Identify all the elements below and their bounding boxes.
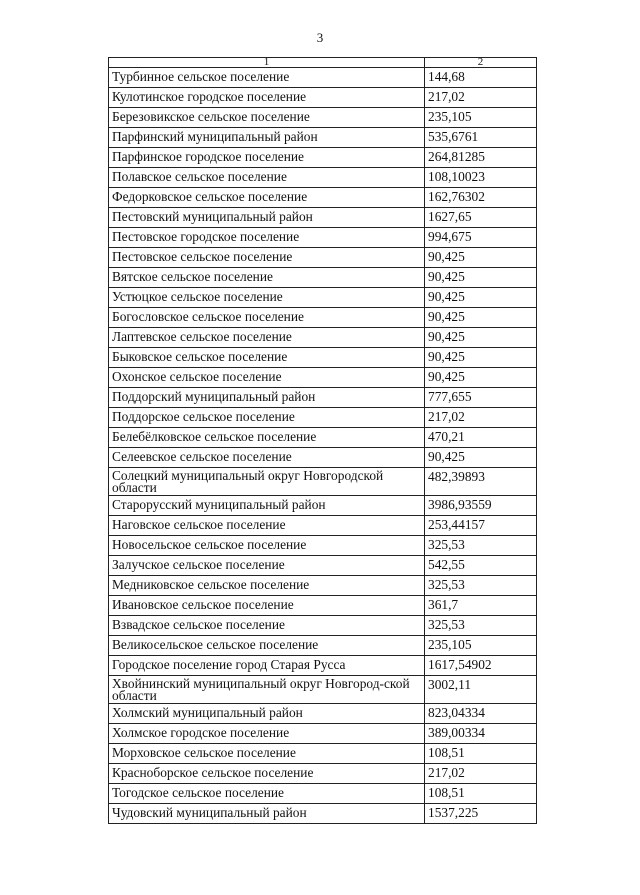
table-row: [109, 428, 537, 448]
value-cell: 3002,11: [425, 676, 537, 704]
table-row: [109, 268, 537, 288]
value-cell: 162,76302: [425, 188, 537, 208]
table-row: [109, 784, 537, 804]
settlement-name-cell: Устюцкое сельское поселение: [109, 288, 425, 308]
table-row: [109, 68, 537, 88]
table-row: [109, 328, 537, 348]
table-row: [109, 228, 537, 248]
table-row: [109, 408, 537, 428]
settlement-name-cell: Холмский муниципальный район: [109, 704, 425, 724]
value-cell: 325,53: [425, 616, 537, 636]
table-row: [109, 704, 537, 724]
value-cell: 108,51: [425, 784, 537, 804]
value-cell: 90,425: [425, 368, 537, 388]
table-row: [109, 308, 537, 328]
settlement-name-cell: Городское поселение город Старая Русса: [109, 656, 425, 676]
settlement-name-cell: Поддорское сельское поселение: [109, 408, 425, 428]
column-header: 2: [425, 58, 537, 68]
table-row: [109, 348, 537, 368]
value-cell: 217,02: [425, 88, 537, 108]
value-cell: 264,81285: [425, 148, 537, 168]
table-row: [109, 536, 537, 556]
table-body: [109, 68, 537, 824]
value-cell: 217,02: [425, 408, 537, 428]
table-row: [109, 188, 537, 208]
settlement-name-cell: Турбинное сельское поселение: [109, 68, 425, 88]
settlement-name-cell: Медниковское сельское поселение: [109, 576, 425, 596]
settlement-name-cell: Хвойнинский муниципальный округ Новгород-ской области: [109, 676, 425, 704]
settlement-name-cell: Взвадское сельское поселение: [109, 616, 425, 636]
settlement-name-cell: Красноборское сельское поселение: [109, 764, 425, 784]
settlement-name-cell: Парфинский муниципальный район: [109, 128, 425, 148]
table-row: [109, 656, 537, 676]
table-row: [109, 208, 537, 228]
value-cell: 1627,65: [425, 208, 537, 228]
table-row: [109, 388, 537, 408]
settlement-name-cell: Морховское сельское поселение: [109, 744, 425, 764]
value-cell: 535,6761: [425, 128, 537, 148]
value-cell: 253,44157: [425, 516, 537, 536]
settlement-name-cell: Старорусский муниципальный район: [109, 496, 425, 516]
value-cell: 90,425: [425, 288, 537, 308]
value-cell: 482,39893: [425, 468, 537, 496]
table-row: [109, 88, 537, 108]
table-row: [109, 676, 537, 704]
value-cell: 1537,225: [425, 804, 537, 824]
settlement-name-cell: Поддорский муниципальный район: [109, 388, 425, 408]
table-row: [109, 744, 537, 764]
settlement-name-cell: Пестовское городское поселение: [109, 228, 425, 248]
settlement-name-cell: Парфинское городское поселение: [109, 148, 425, 168]
settlement-name-cell: Залучское сельское поселение: [109, 556, 425, 576]
table-row: [109, 288, 537, 308]
value-cell: 1617,54902: [425, 656, 537, 676]
table-row: [109, 576, 537, 596]
value-cell: 90,425: [425, 348, 537, 368]
value-cell: 823,04334: [425, 704, 537, 724]
value-cell: 144,68: [425, 68, 537, 88]
settlement-name-cell: Лаптевское сельское поселение: [109, 328, 425, 348]
settlement-name-cell: Наговское сельское поселение: [109, 516, 425, 536]
value-cell: 470,21: [425, 428, 537, 448]
value-cell: 108,51: [425, 744, 537, 764]
value-cell: 777,655: [425, 388, 537, 408]
value-cell: 108,10023: [425, 168, 537, 188]
value-cell: 90,425: [425, 308, 537, 328]
table-row: [109, 616, 537, 636]
settlement-name-cell: Охонское сельское поселение: [109, 368, 425, 388]
settlement-name-cell: Вятское сельское поселение: [109, 268, 425, 288]
value-cell: 235,105: [425, 636, 537, 656]
settlement-name-cell: Тогодское сельское поселение: [109, 784, 425, 804]
value-cell: 325,53: [425, 576, 537, 596]
table-row: [109, 764, 537, 784]
table-row: [109, 724, 537, 744]
page-number: 3: [316, 30, 324, 45]
table-row: [109, 468, 537, 496]
table-row: [109, 496, 537, 516]
value-cell: 361,7: [425, 596, 537, 616]
table-row: [109, 148, 537, 168]
settlement-name-cell: Федорковское сельское поселение: [109, 188, 425, 208]
table-row: [109, 636, 537, 656]
value-cell: 325,53: [425, 536, 537, 556]
value-cell: 90,425: [425, 248, 537, 268]
value-cell: 217,02: [425, 764, 537, 784]
settlement-name-cell: Солецкий муниципальный округ Новгородской области: [109, 468, 425, 496]
settlement-name-cell: Селеевское сельское поселение: [109, 448, 425, 468]
data-table: [108, 57, 537, 824]
value-cell: 90,425: [425, 328, 537, 348]
table-row: [109, 248, 537, 268]
settlement-name-cell: Чудовский муниципальный район: [109, 804, 425, 824]
settlement-name-cell: Белебёлковское сельское поселение: [109, 428, 425, 448]
settlement-name-cell: Полавское сельское поселение: [109, 168, 425, 188]
table-row: [109, 368, 537, 388]
settlement-name-cell: Пестовское сельское поселение: [109, 248, 425, 268]
table-row: [109, 448, 537, 468]
settlement-name-cell: Пестовский муниципальный район: [109, 208, 425, 228]
table-row: [109, 596, 537, 616]
settlement-name-cell: Холмское городское поселение: [109, 724, 425, 744]
settlement-name-cell: Богословское сельское поселение: [109, 308, 425, 328]
table-row: [109, 128, 537, 148]
value-cell: 235,105: [425, 108, 537, 128]
table-row: [109, 516, 537, 536]
value-cell: 389,00334: [425, 724, 537, 744]
column-header: 1: [109, 58, 425, 68]
value-cell: 994,675: [425, 228, 537, 248]
settlement-name-cell: Быковское сельское поселение: [109, 348, 425, 368]
settlement-name-cell: Березовикское сельское поселение: [109, 108, 425, 128]
settlement-name-cell: Великосельское сельское поселение: [109, 636, 425, 656]
table-row: [109, 804, 537, 824]
table-row: [109, 556, 537, 576]
value-cell: 90,425: [425, 448, 537, 468]
settlement-name-cell: Ивановское сельское поселение: [109, 596, 425, 616]
table-row: [109, 168, 537, 188]
settlement-name-cell: Новосельское сельское поселение: [109, 536, 425, 556]
value-cell: 90,425: [425, 268, 537, 288]
value-cell: 3986,93559: [425, 496, 537, 516]
value-cell: 542,55: [425, 556, 537, 576]
settlement-name-cell: Кулотинское городское поселение: [109, 88, 425, 108]
table-row: [109, 108, 537, 128]
table-header-row: [109, 58, 537, 68]
